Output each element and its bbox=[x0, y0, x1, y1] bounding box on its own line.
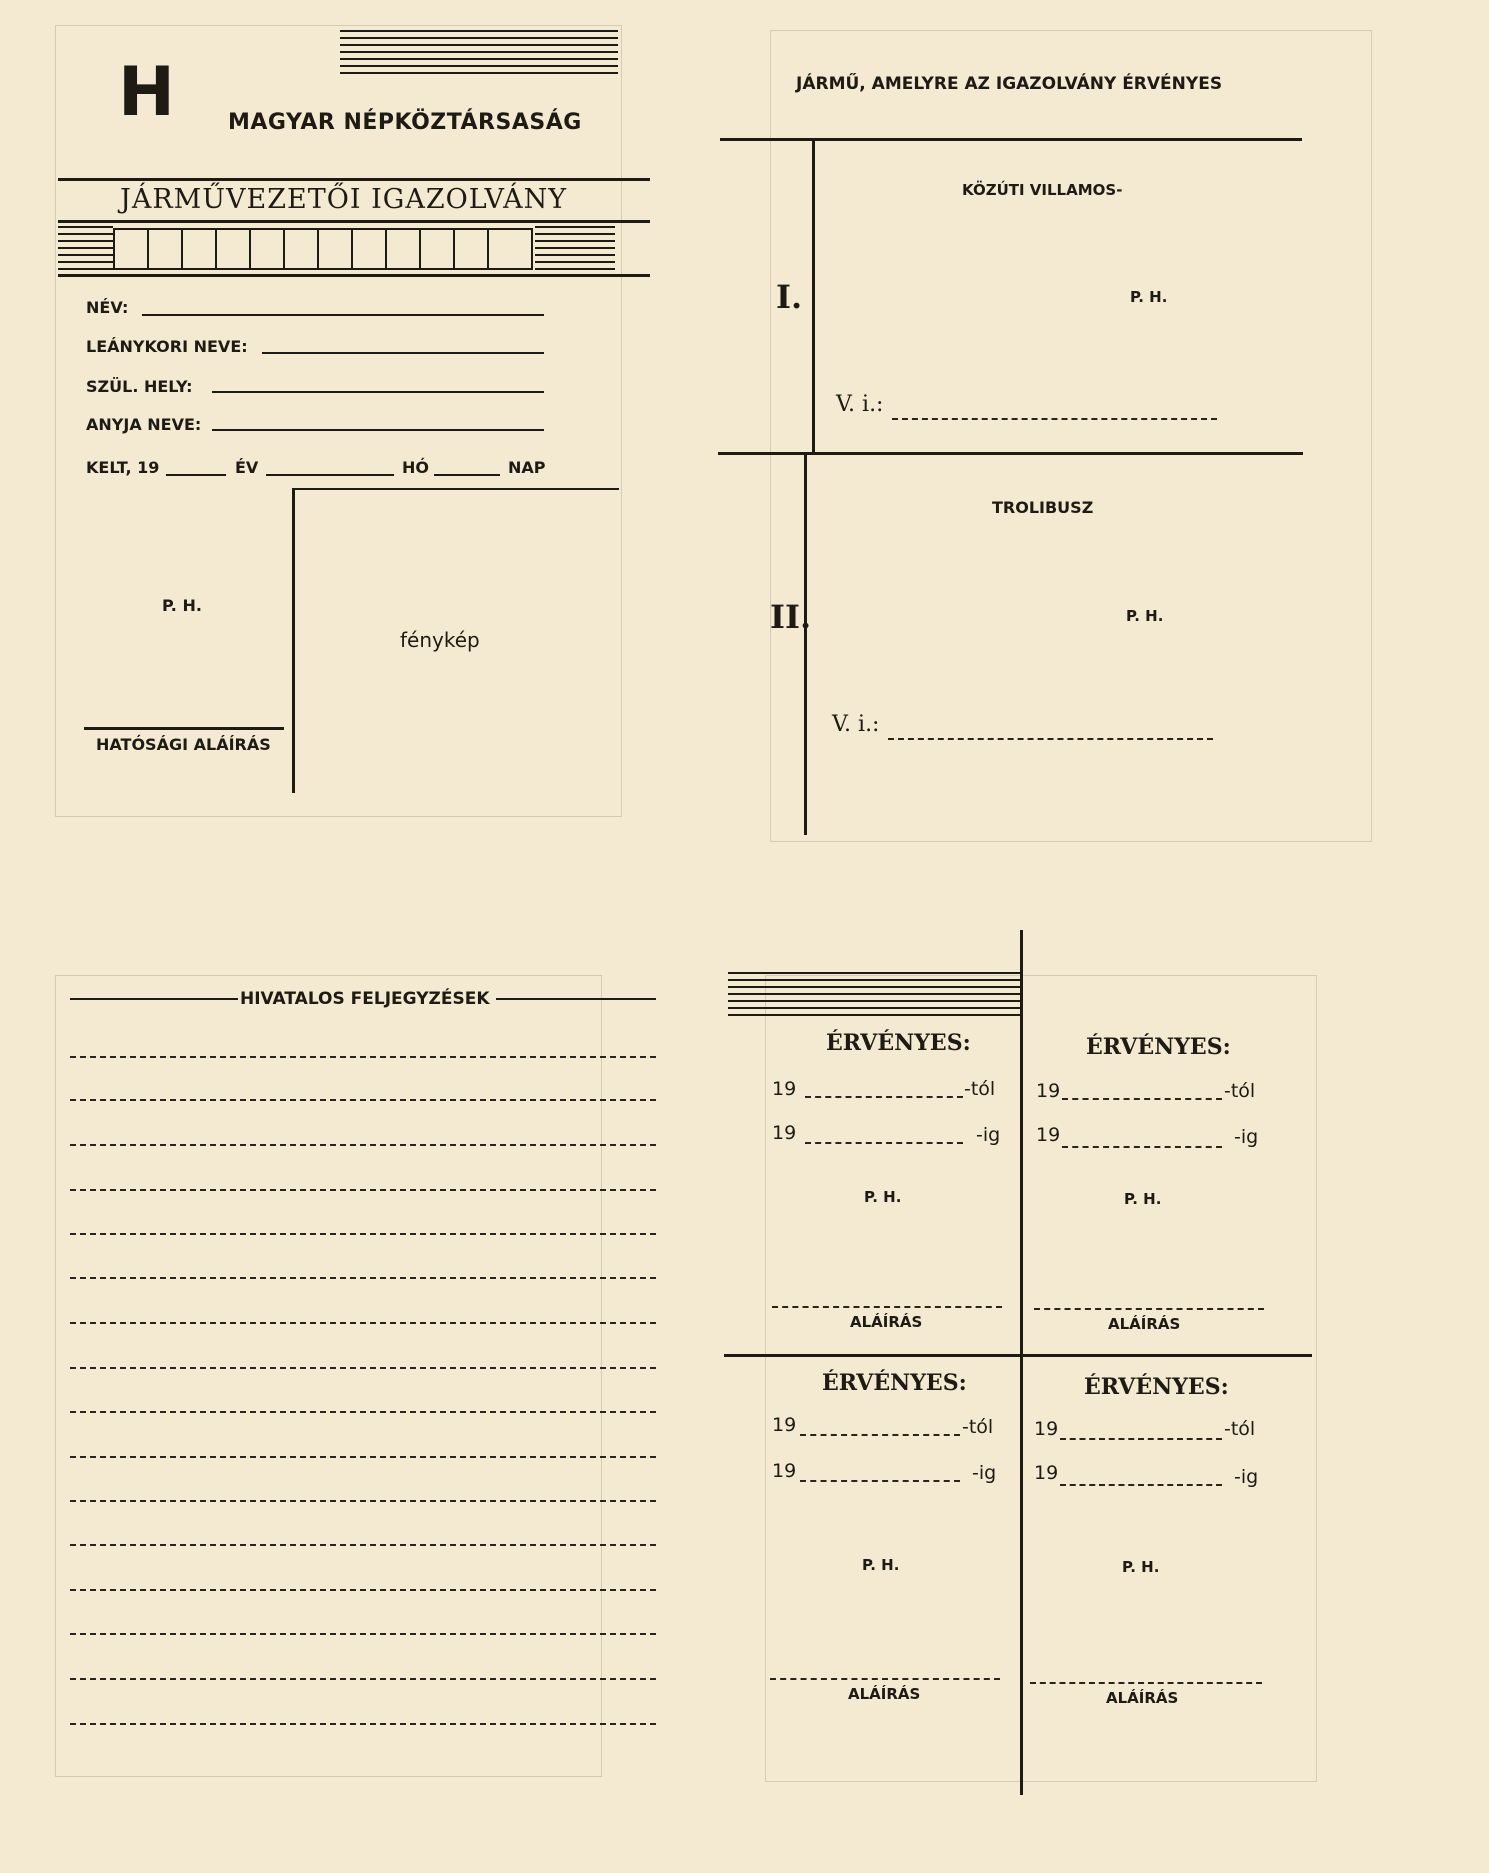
authority-signature-line[interactable] bbox=[84, 727, 284, 730]
id-stripes-right bbox=[535, 226, 615, 270]
rule bbox=[718, 452, 1303, 455]
to-field[interactable] bbox=[1060, 1484, 1222, 1486]
date-prefix: KELT, 19 bbox=[86, 458, 160, 477]
validity-title: ÉRVÉNYES: bbox=[826, 1030, 971, 1056]
divider-vertical bbox=[804, 453, 807, 835]
photo-frame-left bbox=[292, 488, 295, 793]
year-field[interactable] bbox=[166, 474, 226, 476]
to-field[interactable] bbox=[800, 1480, 960, 1482]
note-line[interactable] bbox=[70, 1456, 656, 1458]
divider-vertical bbox=[1020, 930, 1023, 1795]
name-label: NÉV: bbox=[86, 298, 129, 317]
month-label: HÓ bbox=[402, 458, 429, 477]
validity-stamp: P. H. bbox=[864, 1188, 902, 1206]
to-suffix: -ig bbox=[972, 1462, 997, 1484]
to-suffix: -ig bbox=[976, 1124, 1001, 1146]
day-field[interactable] bbox=[434, 474, 500, 476]
note-line[interactable] bbox=[70, 1056, 656, 1058]
to-year: 19 bbox=[772, 1460, 797, 1482]
rule bbox=[58, 178, 650, 181]
signature-label: ALÁÍRÁS bbox=[848, 1685, 921, 1703]
photo-frame-top bbox=[294, 488, 619, 490]
from-suffix: -tól bbox=[1224, 1080, 1256, 1102]
faint-frame bbox=[55, 975, 602, 1777]
from-field[interactable] bbox=[800, 1434, 960, 1436]
from-field[interactable] bbox=[1062, 1098, 1222, 1100]
validity-stamp: P. H. bbox=[862, 1556, 900, 1574]
rule bbox=[58, 220, 650, 223]
divider-vertical bbox=[812, 138, 815, 453]
signature-label: ALÁÍRÁS bbox=[1108, 1315, 1181, 1333]
signature-label: ALÁÍRÁS bbox=[1106, 1689, 1179, 1707]
note-line[interactable] bbox=[70, 1367, 656, 1369]
to-year: 19 bbox=[1034, 1462, 1059, 1484]
from-year: 19 bbox=[772, 1414, 797, 1436]
section-1-signature-label: V. i.: bbox=[836, 392, 884, 417]
to-year: 19 bbox=[1036, 1124, 1061, 1146]
birth-place-field[interactable] bbox=[212, 391, 544, 393]
vehicle-header: JÁRMŰ, AMELYRE AZ IGAZOLVÁNY ÉRVÉNYES bbox=[796, 74, 1223, 94]
from-year: 19 bbox=[1034, 1418, 1059, 1440]
signature-label: ALÁÍRÁS bbox=[850, 1313, 923, 1331]
note-line[interactable] bbox=[70, 1544, 656, 1546]
month-field[interactable] bbox=[266, 474, 394, 476]
note-line[interactable] bbox=[70, 1144, 656, 1146]
note-line[interactable] bbox=[70, 1633, 656, 1635]
from-field[interactable] bbox=[1060, 1438, 1222, 1440]
signature-field[interactable] bbox=[1030, 1682, 1262, 1684]
id-number-boxes bbox=[113, 228, 533, 270]
header-stripes bbox=[340, 30, 618, 74]
section-2-numeral: II. bbox=[770, 598, 812, 636]
rule bbox=[70, 998, 238, 1000]
authority-signature-label: HATÓSÁGI ALÁÍRÁS bbox=[96, 735, 271, 754]
note-line[interactable] bbox=[70, 1099, 656, 1101]
note-line[interactable] bbox=[70, 1233, 656, 1235]
from-suffix: -tól bbox=[1224, 1418, 1256, 1440]
section-2-signature-field[interactable] bbox=[888, 738, 1213, 740]
name-field[interactable] bbox=[142, 314, 544, 316]
note-line[interactable] bbox=[70, 1277, 656, 1279]
stamp-placeholder: P. H. bbox=[162, 596, 202, 615]
day-label: NAP bbox=[508, 458, 546, 477]
issuer: MAGYAR NÉPKÖZTÁRSASÁG bbox=[228, 110, 582, 135]
section-1-label: KÖZÚTI VILLAMOS- bbox=[962, 181, 1123, 199]
to-year: 19 bbox=[772, 1122, 797, 1144]
notes-title: HIVATALOS FELJEGYZÉSEK bbox=[240, 989, 490, 1009]
section-2-signature-label: V. i.: bbox=[832, 712, 880, 737]
note-line[interactable] bbox=[70, 1500, 656, 1502]
signature-field[interactable] bbox=[1034, 1308, 1264, 1310]
mother-name-field[interactable] bbox=[212, 429, 544, 431]
from-suffix: -tól bbox=[962, 1416, 994, 1438]
rule bbox=[724, 1354, 1312, 1357]
validity-title: ÉRVÉNYES: bbox=[1084, 1374, 1229, 1400]
birth-place-label: SZÜL. HELY: bbox=[86, 377, 193, 396]
maiden-name-label: LEÁNYKORI NEVE: bbox=[86, 337, 248, 356]
note-line[interactable] bbox=[70, 1678, 656, 1680]
signature-field[interactable] bbox=[772, 1306, 1002, 1308]
to-field[interactable] bbox=[805, 1142, 963, 1144]
from-field[interactable] bbox=[805, 1096, 963, 1098]
from-suffix: -tól bbox=[964, 1078, 996, 1100]
card-title: JÁRMŰVEZETŐI IGAZOLVÁNY bbox=[120, 184, 568, 215]
rule bbox=[720, 138, 1302, 141]
section-1-numeral: I. bbox=[776, 278, 803, 316]
year-label: ÉV bbox=[235, 458, 259, 477]
maiden-name-field[interactable] bbox=[262, 352, 544, 354]
note-line[interactable] bbox=[70, 1589, 656, 1591]
validity-title: ÉRVÉNYES: bbox=[1086, 1034, 1231, 1060]
from-year: 19 bbox=[1036, 1080, 1061, 1102]
validity-stamp: P. H. bbox=[1122, 1558, 1160, 1576]
rule bbox=[58, 274, 650, 277]
validity-stripes bbox=[728, 972, 1020, 1018]
country-code: H bbox=[118, 53, 175, 132]
signature-field[interactable] bbox=[770, 1678, 1000, 1680]
section-2-stamp: P. H. bbox=[1126, 607, 1164, 625]
section-1-stamp: P. H. bbox=[1130, 288, 1168, 306]
note-line[interactable] bbox=[70, 1189, 656, 1191]
to-suffix: -ig bbox=[1234, 1126, 1259, 1148]
photo-label: fénykép bbox=[400, 628, 480, 652]
note-line[interactable] bbox=[70, 1723, 656, 1725]
to-suffix: -ig bbox=[1234, 1466, 1259, 1488]
to-field[interactable] bbox=[1062, 1146, 1222, 1148]
note-line[interactable] bbox=[70, 1411, 656, 1413]
from-year: 19 bbox=[772, 1078, 797, 1100]
validity-stamp: P. H. bbox=[1124, 1190, 1162, 1208]
section-1-signature-field[interactable] bbox=[892, 418, 1217, 420]
mother-name-label: ANYJA NEVE: bbox=[86, 415, 202, 434]
note-line[interactable] bbox=[70, 1322, 656, 1324]
id-stripes-left bbox=[58, 226, 113, 270]
rule bbox=[496, 998, 656, 1000]
validity-title: ÉRVÉNYES: bbox=[822, 1370, 967, 1396]
section-2-label: TROLIBUSZ bbox=[992, 498, 1094, 517]
